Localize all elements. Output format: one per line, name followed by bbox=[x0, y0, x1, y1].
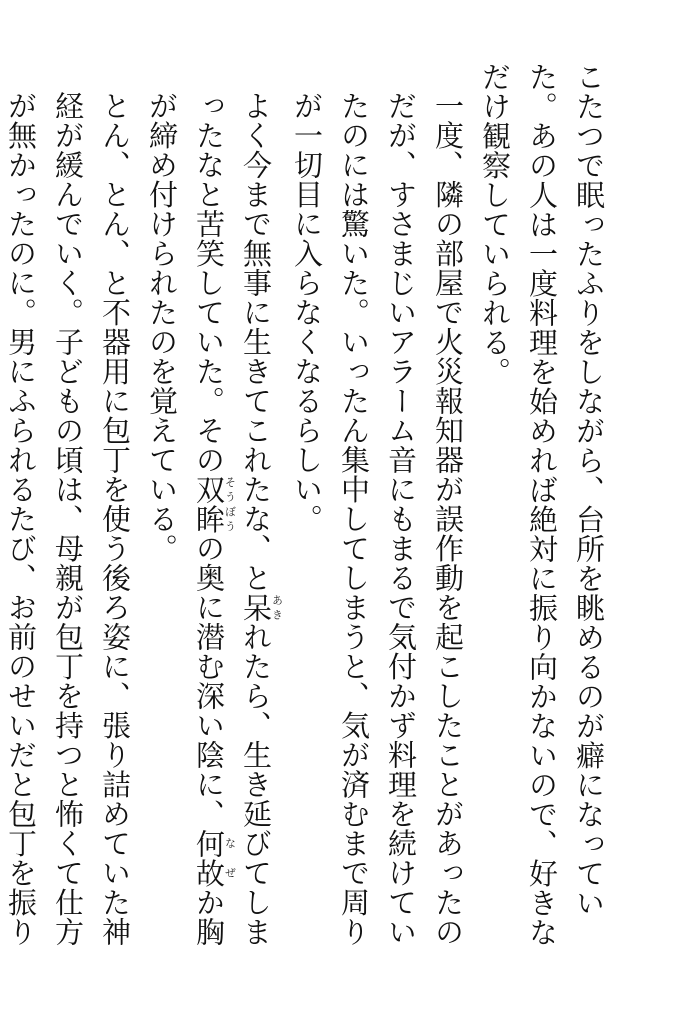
ruby-base: 何故 bbox=[192, 828, 226, 888]
paragraph bbox=[283, 62, 471, 962]
ruby-word bbox=[192, 474, 237, 534]
ruby-word bbox=[239, 592, 284, 623]
ruby-base: 双眸 bbox=[192, 474, 226, 534]
paragraph bbox=[138, 62, 283, 962]
ruby-reading: なぜ bbox=[223, 828, 237, 888]
text-run: こたつで眠ったふりをしながら、台所を眺めるのが癖になっていた。あの人は一度料理を始めれば絶対に振り向かないので、好きなだけ観察していられる。 bbox=[478, 62, 606, 947]
ruby-reading: そうぼう bbox=[223, 474, 237, 534]
text-run: の奥に潜む深い陰に、 bbox=[192, 533, 226, 829]
ruby-base: 呆 bbox=[239, 592, 273, 622]
text-run: か胸が締め付けられたのを覚えている。 bbox=[145, 91, 226, 947]
paragraph bbox=[0, 62, 138, 962]
text-run: とん、とん、と不器用に包丁を使う後ろ姿に、張り詰めていた神経が緩んでいく。子どもの頃は、母親が包丁を持つと怖くて仕方が無かったのに。男にふられるたび、お前のせいだと包丁を振り bbox=[4, 91, 132, 947]
text-run: よく今まで無事に生きてこれたな、と bbox=[239, 91, 273, 593]
text-run: れたら、生き延びてしまったなと苦笑していた。その bbox=[192, 91, 273, 947]
ruby-reading: あき bbox=[270, 592, 284, 622]
text-run: 一度、隣の部屋で火災報知器が誤作動を起こしたことがあったのだが、すさまじいアラーム音にもまるで気付かず料理を続けていたのには驚いた。いったん集中してしまうと、気が済むまで周りが一切目に入らなくなるらしい。 bbox=[290, 91, 465, 947]
paragraph bbox=[471, 62, 612, 962]
ruby-word bbox=[192, 828, 237, 888]
vertical-text-body bbox=[0, 62, 612, 962]
